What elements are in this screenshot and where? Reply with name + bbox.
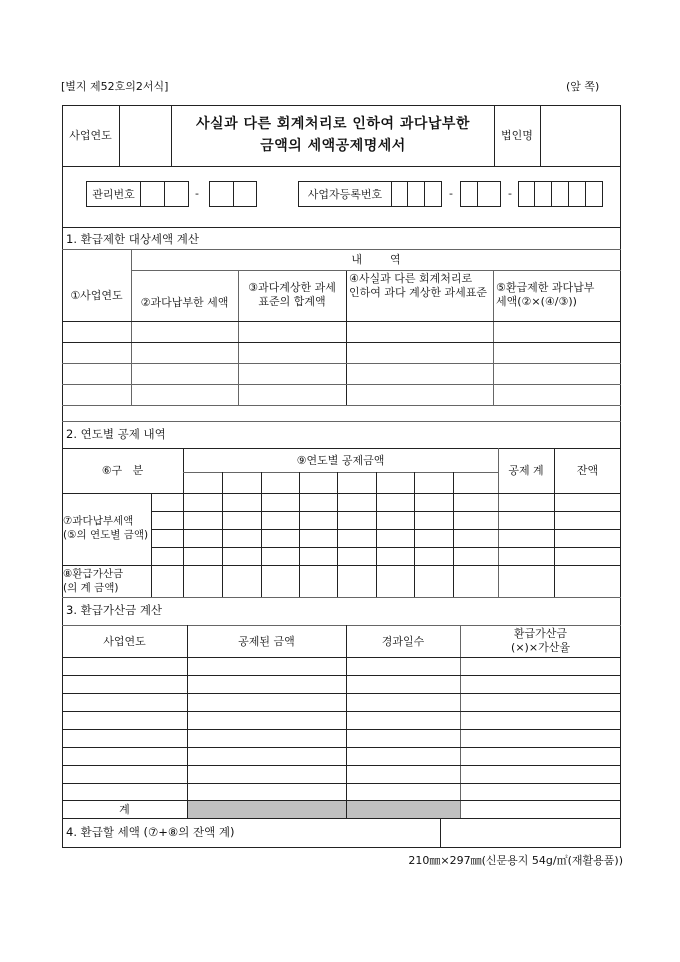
- section3-title: 3. 환급가산금 계산: [66, 603, 163, 617]
- s3-col-business-year: 사업연도: [103, 635, 146, 648]
- s2-balance-header: 잔액: [576, 464, 599, 477]
- mgmt-no-cell[interactable]: [209, 181, 234, 207]
- divider: [131, 270, 621, 271]
- s1-col-restricted-refund: ⑤환급제한 과다납부 세액(②×(④/③)): [496, 281, 595, 308]
- total-shaded-cell: [188, 801, 460, 818]
- business-year-label: 사업연도: [69, 129, 112, 142]
- table-row: [62, 747, 621, 748]
- mgmt-no-label-box: [86, 181, 141, 207]
- divider: [183, 448, 184, 597]
- divider: [62, 493, 621, 494]
- paper-spec: 210㎜×297㎜(신문용지 54g/㎡(재활용품)): [408, 854, 623, 867]
- dash: -: [508, 187, 512, 200]
- divider: [453, 472, 454, 597]
- divider: [62, 227, 621, 228]
- biz-reg-no-label-box: [298, 181, 392, 207]
- row-text: (의 계 금액): [63, 582, 119, 594]
- col-text: 환급가산금: [513, 627, 568, 640]
- s3-col-refund-addition: [460, 627, 621, 655]
- table-row: [62, 693, 621, 694]
- divider: [337, 472, 338, 597]
- section1-title: 1. 환급제한 대상세액 계산: [66, 232, 200, 246]
- section1-group-header: 내 역: [351, 253, 401, 266]
- s2-category-header: ⑥구 분: [101, 464, 144, 477]
- divider: [238, 270, 239, 406]
- corp-name-label: 법인명: [501, 129, 533, 142]
- divider: [183, 472, 498, 473]
- s2-total-header: 공제 계: [508, 464, 544, 477]
- divider: [376, 472, 377, 597]
- form-title: [172, 113, 494, 157]
- biz-reg-no-cell[interactable]: [407, 181, 425, 207]
- mgmt-no-cell[interactable]: [164, 181, 189, 207]
- business-year-field[interactable]: [120, 106, 170, 165]
- table-row: [151, 529, 621, 530]
- divider: [151, 493, 152, 597]
- biz-reg-no-label: 사업자등록번호: [307, 188, 383, 201]
- mgmt-no-cell[interactable]: [140, 181, 165, 207]
- page-side: (앞 쪽): [566, 80, 600, 93]
- biz-reg-no-cell[interactable]: [391, 181, 408, 207]
- biz-reg-no-cell[interactable]: [568, 181, 586, 207]
- table-row: [62, 384, 621, 385]
- s1-col-overpaid-tax: ②과다납부한 세액: [140, 296, 229, 309]
- form-id: [별지 제52호의2서식]: [61, 80, 169, 93]
- divider: [222, 472, 223, 597]
- dash: -: [449, 187, 453, 200]
- divider: [261, 472, 262, 597]
- table-row: [151, 511, 621, 512]
- table-row: [62, 783, 621, 784]
- s2-yearly-header: ⑨연도별 공제금액: [296, 454, 385, 467]
- section2-title: 2. 연도별 공제 내역: [66, 427, 166, 441]
- divider: [493, 270, 494, 406]
- divider: [62, 597, 621, 598]
- divider: [62, 421, 621, 422]
- mgmt-no-label: 관리번호: [92, 188, 135, 201]
- s1-col-business-year: ①사업연도: [70, 289, 123, 302]
- divider: [346, 625, 347, 818]
- s2-row-overpaid: [63, 514, 151, 542]
- table-row: [62, 565, 621, 566]
- divider: [62, 321, 621, 322]
- row-text: (⑤의 연도별 금액): [63, 529, 149, 541]
- s3-col-deducted-amount: 공제된 금액: [238, 635, 295, 648]
- table-row: [62, 675, 621, 676]
- row-text: ⑧환급가산금: [63, 568, 124, 580]
- divider: [299, 472, 300, 597]
- table-row: [62, 765, 621, 766]
- dash: -: [195, 187, 199, 200]
- divider: [62, 625, 621, 626]
- s1-col-overstated-base: ③과다계상한 과세 표준의 합계액: [248, 281, 336, 308]
- divider: [62, 166, 621, 167]
- biz-reg-no-cell[interactable]: [518, 181, 535, 207]
- corp-name-field[interactable]: [541, 106, 620, 165]
- biz-reg-no-cell[interactable]: [551, 181, 569, 207]
- table-row: [62, 405, 621, 406]
- biz-reg-no-cell[interactable]: [585, 181, 603, 207]
- s3-total-label: 계: [119, 803, 130, 816]
- section4-title: 4. 환급할 세액 (⑦+⑧의 잔액 계): [66, 825, 235, 839]
- s2-row-refund-addition: [63, 567, 151, 595]
- biz-reg-no-cell[interactable]: [424, 181, 442, 207]
- divider: [62, 657, 621, 658]
- table-row: [62, 342, 621, 343]
- col-text: (×)×가산율: [511, 641, 570, 654]
- divider: [62, 448, 621, 449]
- refund-amount-field[interactable]: [441, 819, 620, 847]
- divider: [346, 270, 347, 406]
- title-line-1: 사실과 다른 회계처리로 인하여 과다납부한: [196, 116, 470, 132]
- divider: [187, 625, 188, 818]
- biz-reg-no-cell[interactable]: [534, 181, 552, 207]
- s1-col-false-accounting-base: ④사실과 다른 회계처리로 인하여 과다 계상한 과세표준: [349, 272, 488, 299]
- s3-col-elapsed-days: 경과일수: [381, 635, 425, 648]
- divider: [131, 249, 132, 406]
- biz-reg-no-cell[interactable]: [460, 181, 478, 207]
- row-text: ⑦과다납부세액: [63, 515, 134, 527]
- mgmt-no-cell[interactable]: [233, 181, 257, 207]
- table-row: [62, 363, 621, 364]
- divider: [62, 249, 621, 250]
- divider: [414, 472, 415, 597]
- divider: [346, 800, 347, 818]
- table-row: [62, 711, 621, 712]
- table-row: [151, 547, 621, 548]
- table-row: [62, 729, 621, 730]
- biz-reg-no-cell[interactable]: [477, 181, 501, 207]
- title-line-2: 금액의 세액공제명세서: [260, 138, 406, 154]
